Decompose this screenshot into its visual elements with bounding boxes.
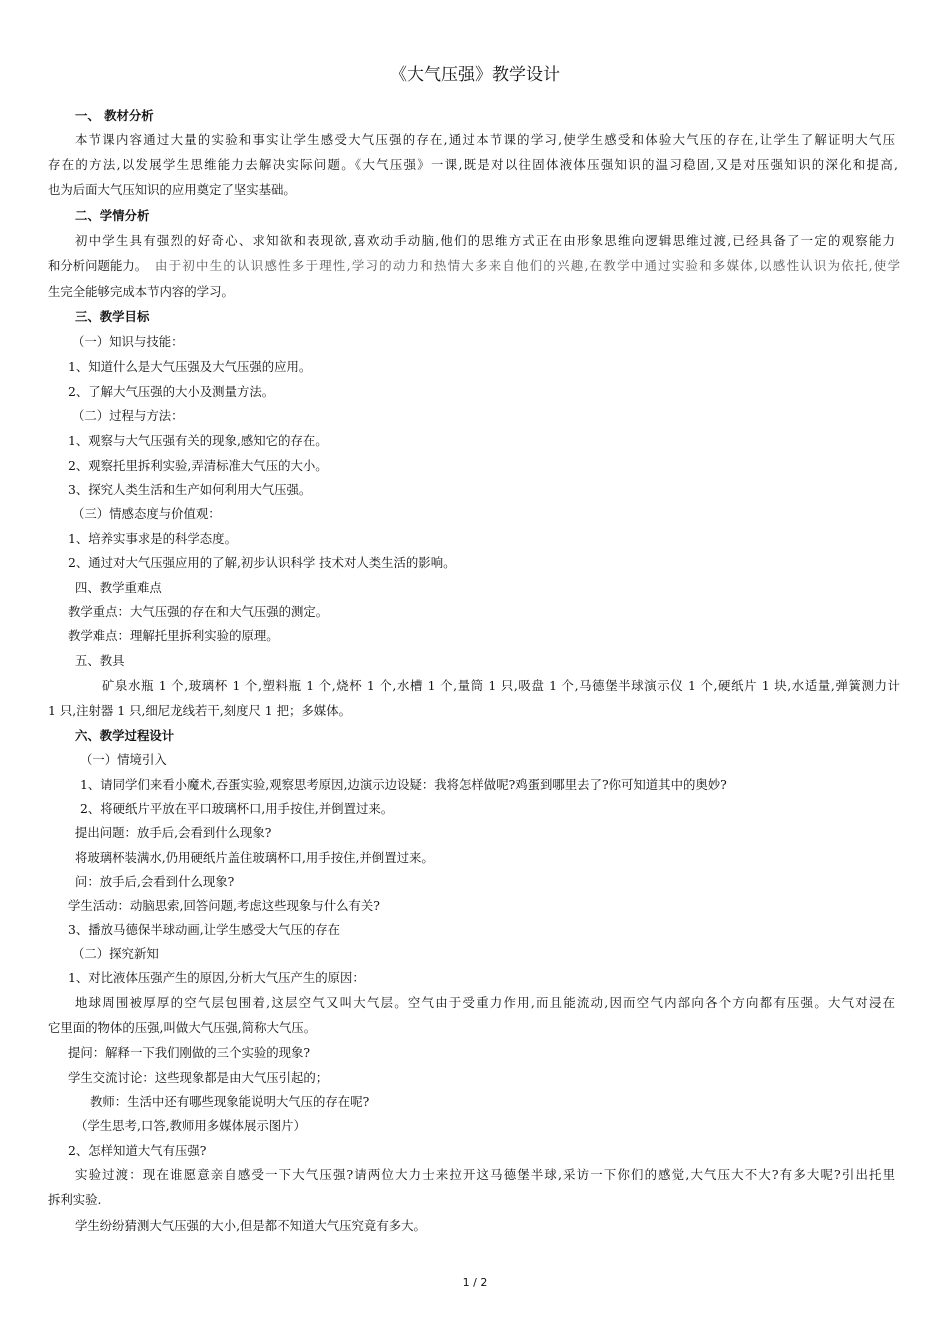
body-line: 1、请同学们来看小魔术,吞蛋实验,观察思考原因,边演示边设疑：我将怎样做呢?鸡蛋到哪里去了?你可知道其中的奥妙?: [80, 777, 727, 792]
body-line: 1 只,注射器 1 只,细尼龙线若干,刻度尺 1 把；多媒体。: [48, 703, 351, 718]
body-line: 学生活动：动脑思索,回答问题,考虑这些现象与什么有关?: [68, 898, 380, 913]
body-line: 1、观察与大气压强有关的现象,感知它的存在。: [68, 433, 328, 448]
body-line: 六、教学过程设计: [75, 728, 175, 743]
body-line: 将玻璃杯装满水,仍用硬纸片盖住玻璃杯口,用手按住,并倒置过来。: [75, 850, 434, 865]
body-line: 五、教具: [75, 653, 125, 668]
body-line: 提出问题：放手后,会看到什么现象?: [75, 825, 272, 840]
body-line: 2、了解大气压强的大小及测量方法。: [68, 384, 275, 399]
body-line: （二）探究新知: [72, 946, 159, 961]
body-line: 四、教学重难点: [75, 580, 162, 595]
body-line: 二、学情分析: [75, 208, 150, 223]
body-line: 矿泉水瓶 1 个,玻璃杯 1 个,塑料瓶 1 个,烧杯 1 个,水槽 1 个,量筒 1 只,吸盘 1 个,马德堡半球演示仪 1 个,硬纸片 1 块,水适量,弹簧测力计: [102, 678, 900, 693]
body-line: 也为后面大气压知识的应用奠定了坚实基础。: [48, 182, 296, 197]
body-line: 1、对比液体压强产生的原因,分析大气压产生的原因：: [68, 970, 365, 985]
body-line: （三）情感态度与价值观：: [72, 506, 221, 521]
body-line: 它里面的物体的压强,叫做大气压强,简称大气压。: [48, 1020, 317, 1035]
body-line: 学生纷纷猜测大气压强的大小,但是都不知道大气压究竟有多大。: [75, 1218, 426, 1233]
body-line: 和分析问题能力。: [48, 258, 148, 273]
body-line: 生完全能够完成本节内容的学习。: [48, 284, 234, 299]
body-line: （二）过程与方法：: [72, 408, 184, 423]
body-line: 拆利实验.: [48, 1192, 102, 1207]
document-title: 《大气压强》教学设计: [390, 65, 560, 85]
body-line: 地球周围被厚厚的空气层包围着,这层空气又叫大气层。空气由于受重力作用,而且能流动,因而空气内部向各个方向都有压强。大气对浸在: [75, 995, 895, 1010]
body-line: 存在的方法,以发展学生思维能力去解决实际问题。《大气压强》一课,既是对以往固体液体压强知识的温习稳固,又是对压强知识的深化和提高,: [48, 157, 898, 172]
body-line: 教师：生活中还有哪些现象能说明大气压的存在呢?: [90, 1094, 370, 1109]
body-line: 教学难点：理解托里拆利实验的原理。: [68, 628, 279, 643]
page-number: 1 / 2: [462, 1276, 488, 1289]
body-line: 3、播放马德保半球动画,让学生感受大气压的存在: [68, 922, 341, 937]
body-line: 三、教学目标: [75, 309, 150, 324]
body-line: （一）情境引入: [80, 752, 167, 767]
body-line: 2、怎样知道大气有压强?: [68, 1143, 207, 1158]
body-line: 本节课内容通过大量的实验和事实让学生感受大气压强的存在,通过本节课的学习,使学生感受和体验大气压的存在,让学生了解证明大气压: [75, 132, 895, 147]
body-line: 问：放手后,会看到什么现象?: [75, 874, 235, 889]
body-line: （学生思考,口答,教师用多媒体展示图片）: [75, 1118, 306, 1133]
body-line: 一、 教材分析: [75, 108, 154, 123]
body-line: 2、通过对大气压强应用的了解,初步认识科学 技术对人类生活的影响。: [68, 555, 456, 570]
body-line: 由于初中生的认识感性多于理性,学习的动力和热情大多来自他们的兴趣,在教学中通过实验和多媒体,以感性认识为依托,使学: [155, 258, 900, 273]
body-line: 实验过渡：现在谁愿意亲自感受一下大气压强?请两位大力士来拉开这马德堡半球,采访一下你们的感觉,大气压大不大?有多大呢?引出托里: [75, 1167, 895, 1182]
body-line: 2、观察托里拆利实验,弄清标准大气压的大小。: [68, 458, 328, 473]
body-line: 学生交流讨论：这些现象都是由大气压引起的；: [68, 1070, 329, 1085]
body-line: 1、培养实事求是的科学态度。: [68, 531, 237, 546]
body-line: 3、探究人类生活和生产如何利用大气压强。: [68, 482, 312, 497]
body-line: 初中学生具有强烈的好奇心、求知欲和表现欲,喜欢动手动脑,他们的思维方式正在由形象思维向逻辑思维过渡,已经具备了一定的观察能力: [75, 233, 895, 248]
body-line: 教学重点：大气压强的存在和大气压强的测定。: [68, 604, 329, 619]
body-line: 2、将硬纸片平放在平口玻璃杯口,用手按住,并倒置过来。: [80, 801, 394, 816]
body-line: 1、知道什么是大气压强及大气压强的应用。: [68, 359, 312, 374]
body-line: （一）知识与技能：: [72, 334, 184, 349]
body-line: 提问：解释一下我们刚做的三个实验的现象?: [68, 1045, 311, 1060]
